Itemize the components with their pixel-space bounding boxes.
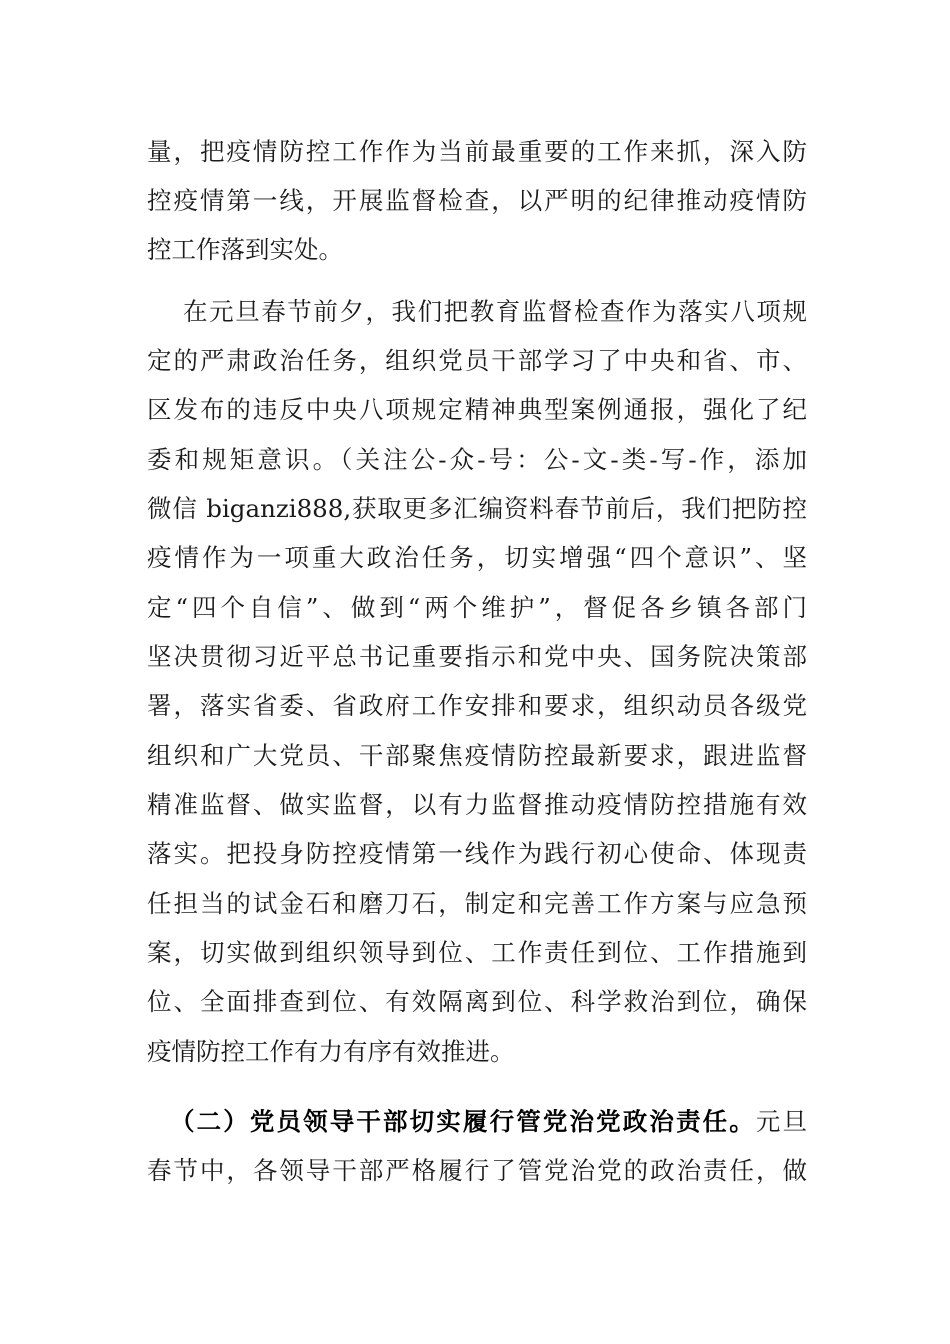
text-line: 在元旦春节前夕，我们把教育监督检查作为落实八项规 — [183, 297, 807, 326]
text-line: 量，把疫情防控工作作为当前最重要的工作来抓，深入防 — [147, 137, 807, 166]
text-line: 疫情作为一项重大政治任务，切实增强“四个意识”、坚 — [147, 543, 807, 572]
text-line: 署，落实省委、省政府工作安排和要求，组织动员各级党 — [147, 691, 807, 720]
text-line: 定“四个自信”、做到“两个维护”，督促各乡镇各部门 — [147, 593, 807, 622]
section-heading: （二）党员领导干部切实履行管党治党政治责任。 — [170, 1107, 756, 1136]
section-heading-tail: 元旦 — [755, 1107, 807, 1136]
text-line: 控工作落到实处。 — [147, 235, 343, 264]
text-line: 定的严肃政治任务，组织党员干部学习了中央和省、市、 — [147, 346, 807, 375]
text-line: 位、全面排查到位、有效隔离到位、科学救治到位，确保 — [147, 987, 807, 1016]
text-line: 案，切实做到组织领导到位、工作责任到位、工作措施到 — [147, 938, 807, 967]
text-line: 坚决贯彻习近平总书记重要指示和党中央、国务院决策部 — [147, 642, 807, 671]
text-line: 任担当的试金石和磨刀石，制定和完善工作方案与应急预 — [147, 889, 807, 918]
text-line: 委和规矩意识。（关注公-众-号：公-文-类-写-作，添加 — [147, 445, 807, 474]
text-line: 组织和广大党员、干部聚焦疫情防控最新要求，跟进监督 — [147, 741, 807, 770]
text-line: 精准监督、做实监督，以有力监督推动疫情防控措施有效 — [147, 790, 807, 819]
text-line: 春节中，各领导干部严格履行了管党治党的政治责任，做 — [147, 1156, 807, 1185]
text-line: 控疫情第一线，开展监督检查，以严明的纪律推动疫情防 — [147, 186, 807, 215]
text-line: 区发布的违反中央八项规定精神典型案例通报，强化了纪 — [147, 395, 807, 424]
text-line: 疫情防控工作有力有序有效推进。 — [147, 1037, 515, 1066]
text-line: 微信 biganzi888,获取更多汇编资料春节前后，我们把防控 — [147, 494, 807, 523]
text-line: 落实。把投身防控疫情第一线作为践行初心使命、体现责 — [147, 839, 807, 868]
section-heading-line — [170, 1102, 807, 1142]
